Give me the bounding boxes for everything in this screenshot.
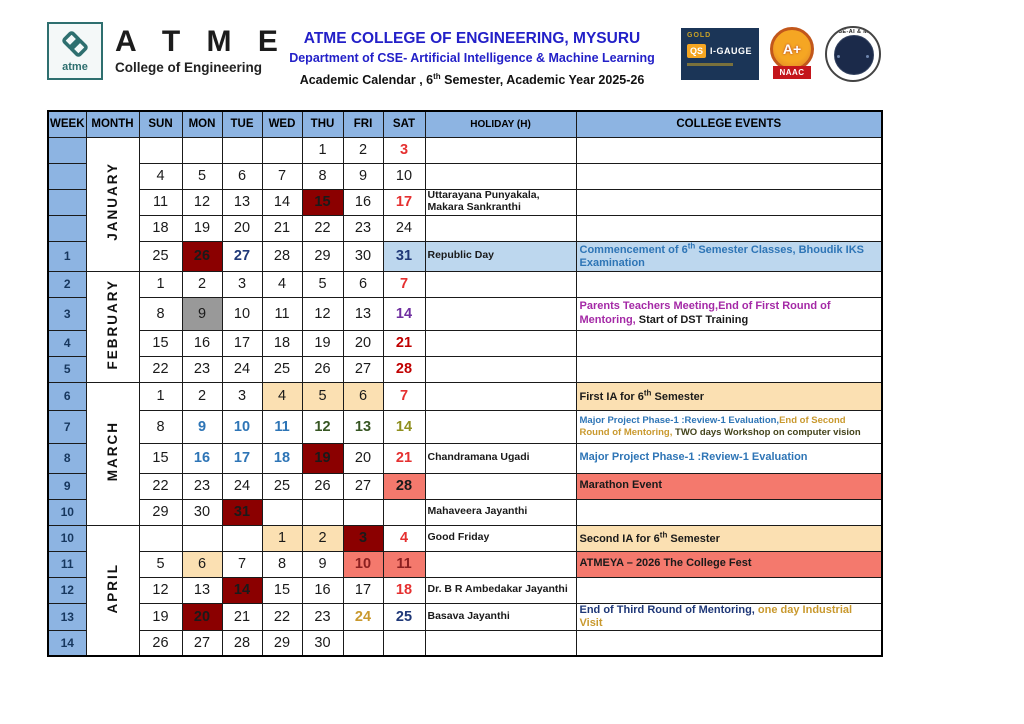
week-cell: 7 <box>48 410 86 443</box>
day-cell: 3 <box>222 382 262 410</box>
day-cell: 17 <box>222 330 262 356</box>
day-cell: 26 <box>302 473 343 499</box>
event-cell <box>576 577 882 603</box>
day-cell: 15 <box>302 189 343 215</box>
table-row <box>48 382 882 410</box>
day-cell: 4 <box>262 382 302 410</box>
day-cell: 30 <box>343 241 383 271</box>
day-cell: 12 <box>182 189 222 215</box>
day-cell: 15 <box>262 577 302 603</box>
event-cell <box>576 271 882 297</box>
day-cell: 21 <box>383 330 425 356</box>
atme-logo-icon <box>47 22 103 80</box>
accreditation-badges <box>681 26 881 82</box>
table-row <box>48 410 882 443</box>
column-header: WED <box>262 111 302 137</box>
holiday-cell: Republic Day <box>425 241 576 271</box>
day-cell: 28 <box>383 356 425 382</box>
logo-wordmark: atme <box>62 61 88 73</box>
day-cell: 16 <box>182 443 222 473</box>
table-row <box>48 241 882 271</box>
day-cell: 31 <box>383 241 425 271</box>
day-cell: 11 <box>139 189 182 215</box>
holiday-cell: Good Friday <box>425 525 576 551</box>
day-cell: 24 <box>222 473 262 499</box>
day-cell: 25 <box>262 356 302 382</box>
day-cell <box>343 630 383 656</box>
day-cell: 12 <box>139 577 182 603</box>
holiday-cell <box>425 215 576 241</box>
day-cell <box>182 525 222 551</box>
day-cell: 3 <box>383 137 425 163</box>
event-cell <box>576 137 882 163</box>
holiday-cell <box>425 410 576 443</box>
week-cell: 12 <box>48 577 86 603</box>
day-cell: 18 <box>383 577 425 603</box>
week-cell <box>48 163 86 189</box>
day-cell: 24 <box>383 215 425 241</box>
table-row <box>48 356 882 382</box>
day-cell: 30 <box>302 630 343 656</box>
week-cell: 4 <box>48 330 86 356</box>
column-header: FRI <box>343 111 383 137</box>
week-cell <box>48 189 86 215</box>
day-cell: 18 <box>139 215 182 241</box>
week-cell: 10 <box>48 525 86 551</box>
week-cell: 11 <box>48 551 86 577</box>
holiday-cell <box>425 137 576 163</box>
event-cell: Marathon Event <box>576 473 882 499</box>
column-header: SUN <box>139 111 182 137</box>
column-header: COLLEGE EVENTS <box>576 111 882 137</box>
day-cell: 8 <box>302 163 343 189</box>
day-cell: 9 <box>343 163 383 189</box>
day-cell: 26 <box>139 630 182 656</box>
day-cell: 21 <box>262 215 302 241</box>
college-title: ATME COLLEGE OF ENGINEERING, MYSURU <box>303 30 641 47</box>
brand-name: A T M E <box>115 25 287 58</box>
holiday-cell <box>425 163 576 189</box>
holiday-cell <box>425 382 576 410</box>
page-header <box>47 18 881 104</box>
week-cell: 10 <box>48 499 86 525</box>
qs-decorative-line <box>687 63 733 66</box>
day-cell: 20 <box>343 330 383 356</box>
column-header: MON <box>182 111 222 137</box>
month-cell: MARCH <box>86 382 139 525</box>
day-cell: 29 <box>262 630 302 656</box>
day-cell: 10 <box>222 297 262 330</box>
day-cell: 5 <box>302 382 343 410</box>
event-cell: First IA for 6th Semester <box>576 382 882 410</box>
holiday-cell: Chandramana Ugadi <box>425 443 576 473</box>
day-cell: 15 <box>139 330 182 356</box>
day-cell: 13 <box>343 410 383 443</box>
event-cell <box>576 356 882 382</box>
day-cell: 29 <box>302 241 343 271</box>
day-cell: 7 <box>383 271 425 297</box>
table-row <box>48 163 882 189</box>
week-cell: 5 <box>48 356 86 382</box>
day-cell: 19 <box>182 215 222 241</box>
event-cell: Parents Teachers Meeting,End of First Round of Mentoring, Start of DST Training <box>576 297 882 330</box>
day-cell: 8 <box>139 297 182 330</box>
day-cell: 17 <box>222 443 262 473</box>
day-cell: 19 <box>302 330 343 356</box>
day-cell: 15 <box>139 443 182 473</box>
day-cell <box>383 630 425 656</box>
event-cell: Major Project Phase-1 :Review-1 Evaluation,End of Second Round of Mentoring, TWO days Workshop on computer vision <box>576 410 882 443</box>
month-cell: JANUARY <box>86 137 139 271</box>
day-cell: 14 <box>383 297 425 330</box>
day-cell <box>262 499 302 525</box>
day-cell: 5 <box>139 551 182 577</box>
day-cell: 9 <box>182 410 222 443</box>
day-cell: 4 <box>383 525 425 551</box>
brand-subtitle: College of Engineering <box>115 59 263 75</box>
day-cell <box>222 525 262 551</box>
holiday-cell: Basava Jayanthi <box>425 603 576 630</box>
table-row <box>48 473 882 499</box>
week-cell: 13 <box>48 603 86 630</box>
day-cell <box>262 137 302 163</box>
table-row <box>48 137 882 163</box>
day-cell: 13 <box>343 297 383 330</box>
day-cell: 27 <box>343 473 383 499</box>
day-cell: 7 <box>262 163 302 189</box>
table-row <box>48 271 882 297</box>
day-cell: 31 <box>222 499 262 525</box>
day-cell: 2 <box>182 271 222 297</box>
day-cell: 12 <box>302 410 343 443</box>
day-cell: 2 <box>302 525 343 551</box>
holiday-cell <box>425 356 576 382</box>
day-cell <box>222 137 262 163</box>
day-cell: 20 <box>343 443 383 473</box>
day-cell: 18 <box>262 330 302 356</box>
day-cell: 2 <box>182 382 222 410</box>
day-cell: 21 <box>222 603 262 630</box>
week-cell: 3 <box>48 297 86 330</box>
day-cell: 5 <box>302 271 343 297</box>
table-row <box>48 603 882 630</box>
day-cell: 19 <box>139 603 182 630</box>
event-cell <box>576 189 882 215</box>
day-cell <box>302 499 343 525</box>
day-cell: 16 <box>182 330 222 356</box>
day-cell: 22 <box>139 473 182 499</box>
day-cell: 22 <box>139 356 182 382</box>
week-cell: 9 <box>48 473 86 499</box>
qs-tier-label: GOLD <box>687 32 712 39</box>
qs-igauge-badge <box>681 28 759 80</box>
day-cell: 16 <box>343 189 383 215</box>
event-cell <box>576 630 882 656</box>
day-cell: 30 <box>182 499 222 525</box>
day-cell: 27 <box>222 241 262 271</box>
day-cell: 1 <box>262 525 302 551</box>
day-cell: 14 <box>262 189 302 215</box>
column-header: MONTH <box>86 111 139 137</box>
day-cell: 22 <box>302 215 343 241</box>
calendar-title: Academic Calendar , 6th Semester, Academic Year 2025-26 <box>299 72 645 88</box>
calendar-table-wrapper <box>47 110 883 657</box>
day-cell: 3 <box>343 525 383 551</box>
day-cell: 6 <box>343 271 383 297</box>
table-row <box>48 443 882 473</box>
day-cell: 1 <box>302 137 343 163</box>
day-cell: 25 <box>262 473 302 499</box>
table-header <box>48 111 882 137</box>
holiday-cell: Dr. B R Ambedakar Jayanthi <box>425 577 576 603</box>
event-cell <box>576 163 882 189</box>
day-cell: 9 <box>182 297 222 330</box>
day-cell <box>139 525 182 551</box>
table-row <box>48 215 882 241</box>
department-title: Department of CSE- Artificial Intelligence & Machine Learning <box>289 51 655 65</box>
table-row <box>48 551 882 577</box>
day-cell: 14 <box>222 577 262 603</box>
day-cell <box>139 137 182 163</box>
week-cell: 14 <box>48 630 86 656</box>
day-cell: 10 <box>222 410 262 443</box>
holiday-cell <box>425 473 576 499</box>
holiday-cell: Mahaveera Jayanthi <box>425 499 576 525</box>
event-cell: Commencement of 6th Semester Classes, Bhoudik IKS Examination <box>576 241 882 271</box>
day-cell: 11 <box>262 410 302 443</box>
day-cell: 3 <box>222 271 262 297</box>
week-cell <box>48 137 86 163</box>
seal-text: CSE-AI & ML <box>833 29 872 35</box>
day-cell: 1 <box>139 382 182 410</box>
day-cell: 8 <box>139 410 182 443</box>
day-cell: 28 <box>383 473 425 499</box>
knot-icon <box>58 27 92 61</box>
week-cell: 1 <box>48 241 86 271</box>
holiday-cell <box>425 297 576 330</box>
event-cell: End of Third Round of Mentoring, one day Industrial Visit <box>576 603 882 630</box>
day-cell: 6 <box>222 163 262 189</box>
day-cell: 13 <box>182 577 222 603</box>
event-cell <box>576 499 882 525</box>
day-cell: 28 <box>222 630 262 656</box>
event-cell <box>576 215 882 241</box>
day-cell: 16 <box>302 577 343 603</box>
day-cell <box>343 499 383 525</box>
qs-logo-icon: QS <box>687 44 706 58</box>
table-row <box>48 630 882 656</box>
table-row <box>48 577 882 603</box>
day-cell: 12 <box>302 297 343 330</box>
event-cell <box>576 330 882 356</box>
day-cell: 11 <box>262 297 302 330</box>
event-cell: Major Project Phase-1 :Review-1 Evaluation <box>576 443 882 473</box>
naac-medal-icon <box>770 27 814 71</box>
day-cell: 23 <box>302 603 343 630</box>
day-cell: 4 <box>262 271 302 297</box>
naac-badge <box>767 27 817 81</box>
day-cell <box>383 499 425 525</box>
table-row <box>48 189 882 215</box>
day-cell: 20 <box>182 603 222 630</box>
day-cell: 2 <box>343 137 383 163</box>
day-cell: 29 <box>139 499 182 525</box>
column-header: SAT <box>383 111 425 137</box>
day-cell: 26 <box>182 241 222 271</box>
event-cell: ATMEYA – 2026 The College Fest <box>576 551 882 577</box>
day-cell: 7 <box>222 551 262 577</box>
day-cell: 21 <box>383 443 425 473</box>
day-cell: 9 <box>302 551 343 577</box>
day-cell: 8 <box>262 551 302 577</box>
department-seal <box>825 26 881 82</box>
week-cell: 6 <box>48 382 86 410</box>
month-cell: APRIL <box>86 525 139 656</box>
event-cell: Second IA for 6th Semester <box>576 525 882 551</box>
day-cell: 23 <box>182 473 222 499</box>
day-cell: 14 <box>383 410 425 443</box>
column-header: HOLIDAY (H) <box>425 111 576 137</box>
table-row <box>48 330 882 356</box>
day-cell: 19 <box>302 443 343 473</box>
day-cell: 17 <box>343 577 383 603</box>
table-row <box>48 525 882 551</box>
column-header: THU <box>302 111 343 137</box>
day-cell: 27 <box>182 630 222 656</box>
day-cell: 26 <box>302 356 343 382</box>
day-cell: 6 <box>182 551 222 577</box>
table-row <box>48 499 882 525</box>
day-cell: 20 <box>222 215 262 241</box>
day-cell: 5 <box>182 163 222 189</box>
calendar-table <box>47 110 883 657</box>
month-cell: FEBRUARY <box>86 271 139 382</box>
day-cell: 27 <box>343 356 383 382</box>
day-cell: 28 <box>262 241 302 271</box>
column-header: WEEK <box>48 111 86 137</box>
day-cell: 18 <box>262 443 302 473</box>
table-body <box>48 137 882 656</box>
day-cell: 23 <box>343 215 383 241</box>
day-cell: 23 <box>182 356 222 382</box>
week-cell: 8 <box>48 443 86 473</box>
day-cell: 25 <box>383 603 425 630</box>
day-cell: 13 <box>222 189 262 215</box>
holiday-cell <box>425 271 576 297</box>
table-row <box>48 297 882 330</box>
day-cell <box>182 137 222 163</box>
qs-name-label: I-GAUGE <box>710 46 753 56</box>
day-cell: 4 <box>139 163 182 189</box>
holiday-cell <box>425 630 576 656</box>
day-cell: 24 <box>222 356 262 382</box>
day-cell: 6 <box>343 382 383 410</box>
day-cell: 11 <box>383 551 425 577</box>
day-cell: 24 <box>343 603 383 630</box>
day-cell: 17 <box>383 189 425 215</box>
holiday-cell: Uttarayana Punyakala, Makara Sankranthi <box>425 189 576 215</box>
naac-ribbon-label: NAAC <box>773 66 811 79</box>
day-cell: 1 <box>139 271 182 297</box>
day-cell: 22 <box>262 603 302 630</box>
title-block <box>237 30 707 87</box>
week-cell <box>48 215 86 241</box>
week-cell: 2 <box>48 271 86 297</box>
holiday-cell <box>425 330 576 356</box>
day-cell: 10 <box>343 551 383 577</box>
naac-grade-label: A+ <box>782 41 802 57</box>
day-cell: 7 <box>383 382 425 410</box>
column-header: TUE <box>222 111 262 137</box>
day-cell: 25 <box>139 241 182 271</box>
holiday-cell <box>425 551 576 577</box>
day-cell: 10 <box>383 163 425 189</box>
